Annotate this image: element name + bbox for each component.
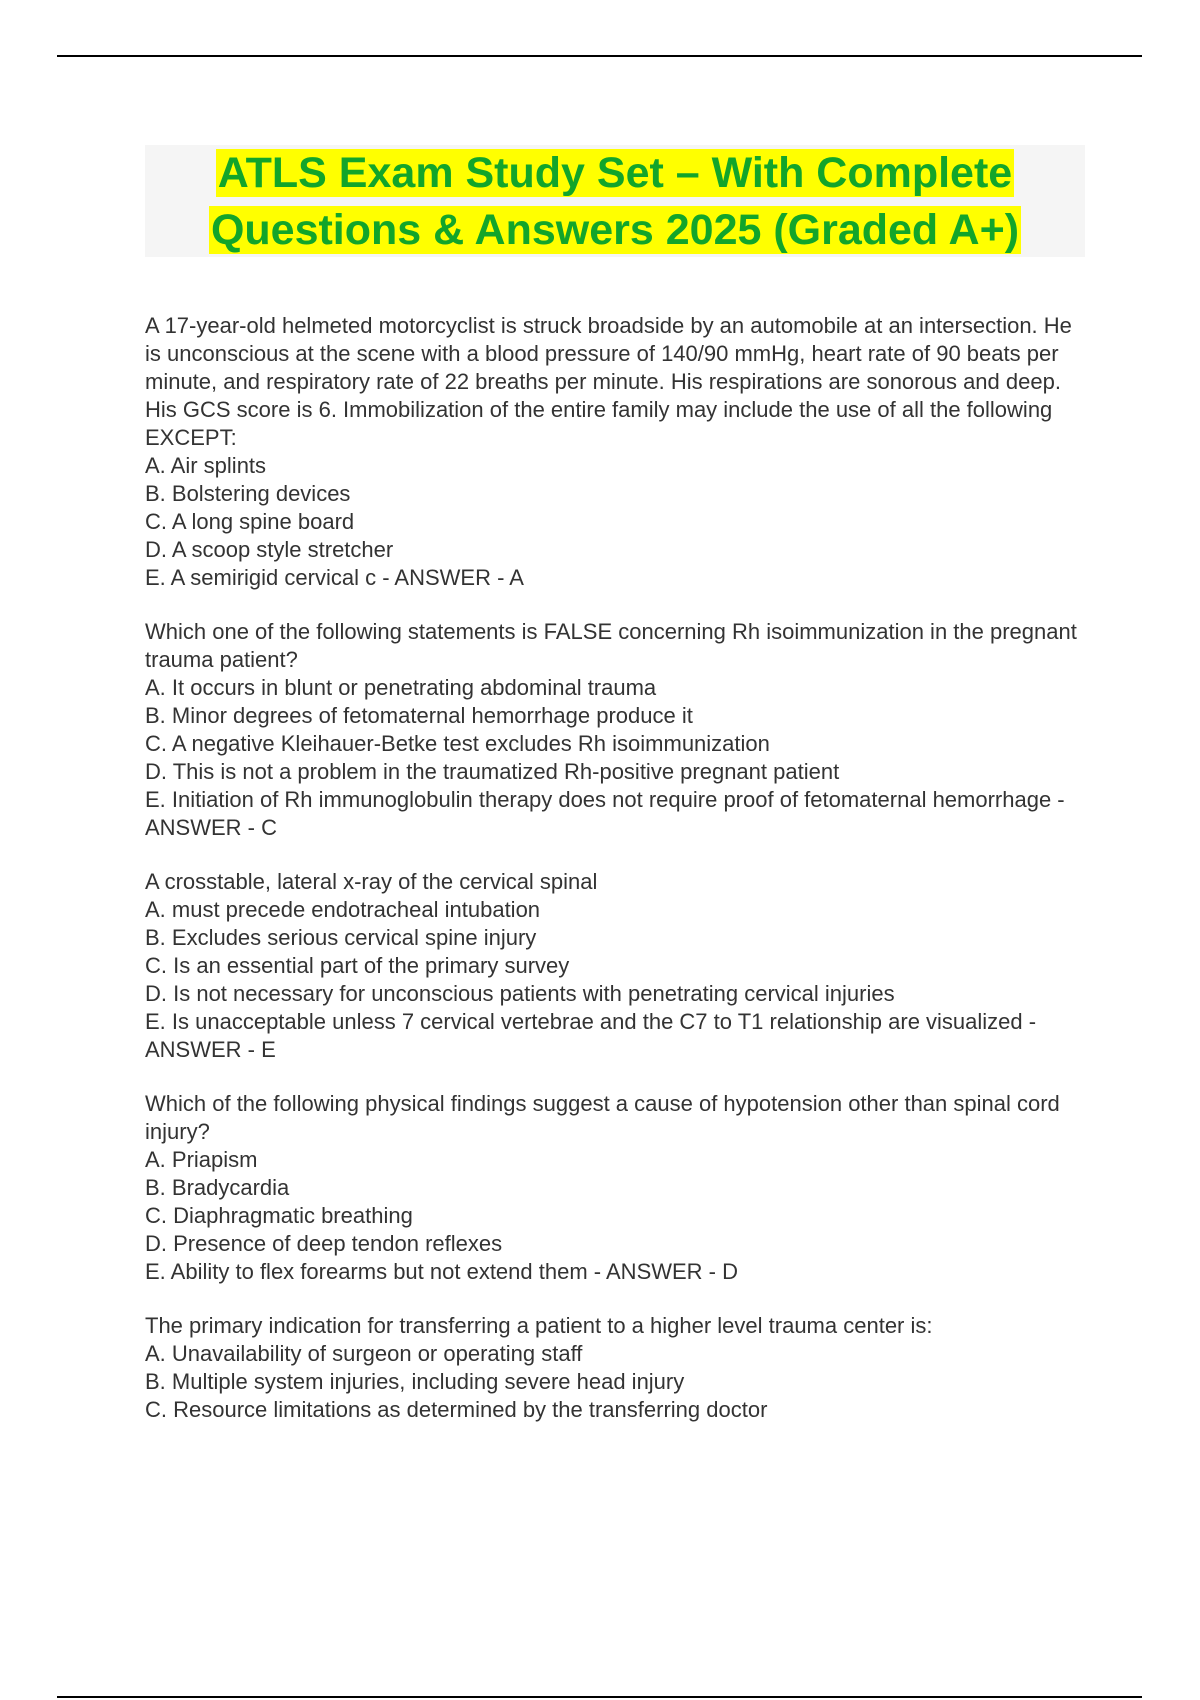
answer-option: B. Excludes serious cervical spine injury <box>145 925 537 950</box>
answer-option: C. A long spine board <box>145 509 355 534</box>
answer-option: D. This is not a problem in the traumatized Rh-positive pregnant patient <box>145 759 840 784</box>
question-4 <box>145 1090 1085 1286</box>
answer-option: C. Resource limitations as determined by the transferring doctor <box>145 1397 768 1422</box>
answer-option: D. Is not necessary for unconscious patients with penetrating cervical injuries <box>145 981 895 1006</box>
answer-option: A. must precede endotracheal intubation <box>145 897 541 922</box>
answer-option: A. Unavailability of surgeon or operating staff <box>145 1341 583 1366</box>
answer-option: E. Initiation of Rh immunoglobulin therapy does not require proof of fetomaternal hemorrhage - ANSWER - C <box>145 787 1065 840</box>
question-5 <box>145 1312 1085 1424</box>
answer-option: A. Priapism <box>145 1147 258 1172</box>
footer-rule <box>57 1696 1142 1698</box>
answer-option: A. It occurs in blunt or penetrating abdominal trauma <box>145 675 657 700</box>
answer-option: D. Presence of deep tendon reflexes <box>145 1231 503 1256</box>
question-stem: Which of the following physical findings suggest a cause of hypotension other than spinal cord injury? <box>145 1091 1060 1144</box>
answer-option: C. Diaphragmatic breathing <box>145 1203 413 1228</box>
answer-option: C. Is an essential part of the primary survey <box>145 953 570 978</box>
question-stem: A 17-year-old helmeted motorcyclist is struck broadside by an automobile at an intersection. He is unconscious at the scene with a blood pressure of 140/90 mmHg, heart rate of 90 beats per minute, and respiratory rate of 22 breaths per minute. His respirations are sonorous and deep. His GCS score is 6. Immobilization of the entire family may include the use of all the following EXCEPT: <box>145 313 1072 450</box>
answer-option: E. A semirigid cervical c - ANSWER - A <box>145 565 524 590</box>
answer-option: B. Bolstering devices <box>145 481 351 506</box>
title-line-1: ATLS Exam Study Set – With Complete <box>217 149 1013 197</box>
question-2 <box>145 618 1085 842</box>
title-line-2: Questions & Answers 2025 (Graded A+) <box>210 206 1020 254</box>
answer-option: A. Air splints <box>145 453 267 478</box>
question-stem: A crosstable, lateral x-ray of the cervical spinal <box>145 869 598 894</box>
answer-option: B. Bradycardia <box>145 1175 290 1200</box>
answer-option: E. Ability to flex forearms but not extend them - ANSWER - D <box>145 1259 739 1284</box>
question-1 <box>145 312 1085 592</box>
answer-option: C. A negative Kleihauer-Betke test excludes Rh isoimmunization <box>145 731 770 756</box>
question-list <box>145 312 1085 1450</box>
answer-option: B. Minor degrees of fetomaternal hemorrhage produce it <box>145 703 693 728</box>
question-3 <box>145 868 1085 1064</box>
document-title <box>145 145 1085 257</box>
answer-option: E. Is unacceptable unless 7 cervical vertebrae and the C7 to T1 relationship are visualized - ANSWER - E <box>145 1009 1037 1062</box>
question-stem: The primary indication for transferring a patient to a higher level trauma center is: <box>145 1313 933 1338</box>
question-stem: Which one of the following statements is FALSE concerning Rh isoimmunization in the pregnant trauma patient? <box>145 619 1077 672</box>
header-rule <box>57 55 1142 57</box>
answer-option: B. Multiple system injuries, including severe head injury <box>145 1369 685 1394</box>
answer-option: D. A scoop style stretcher <box>145 537 394 562</box>
